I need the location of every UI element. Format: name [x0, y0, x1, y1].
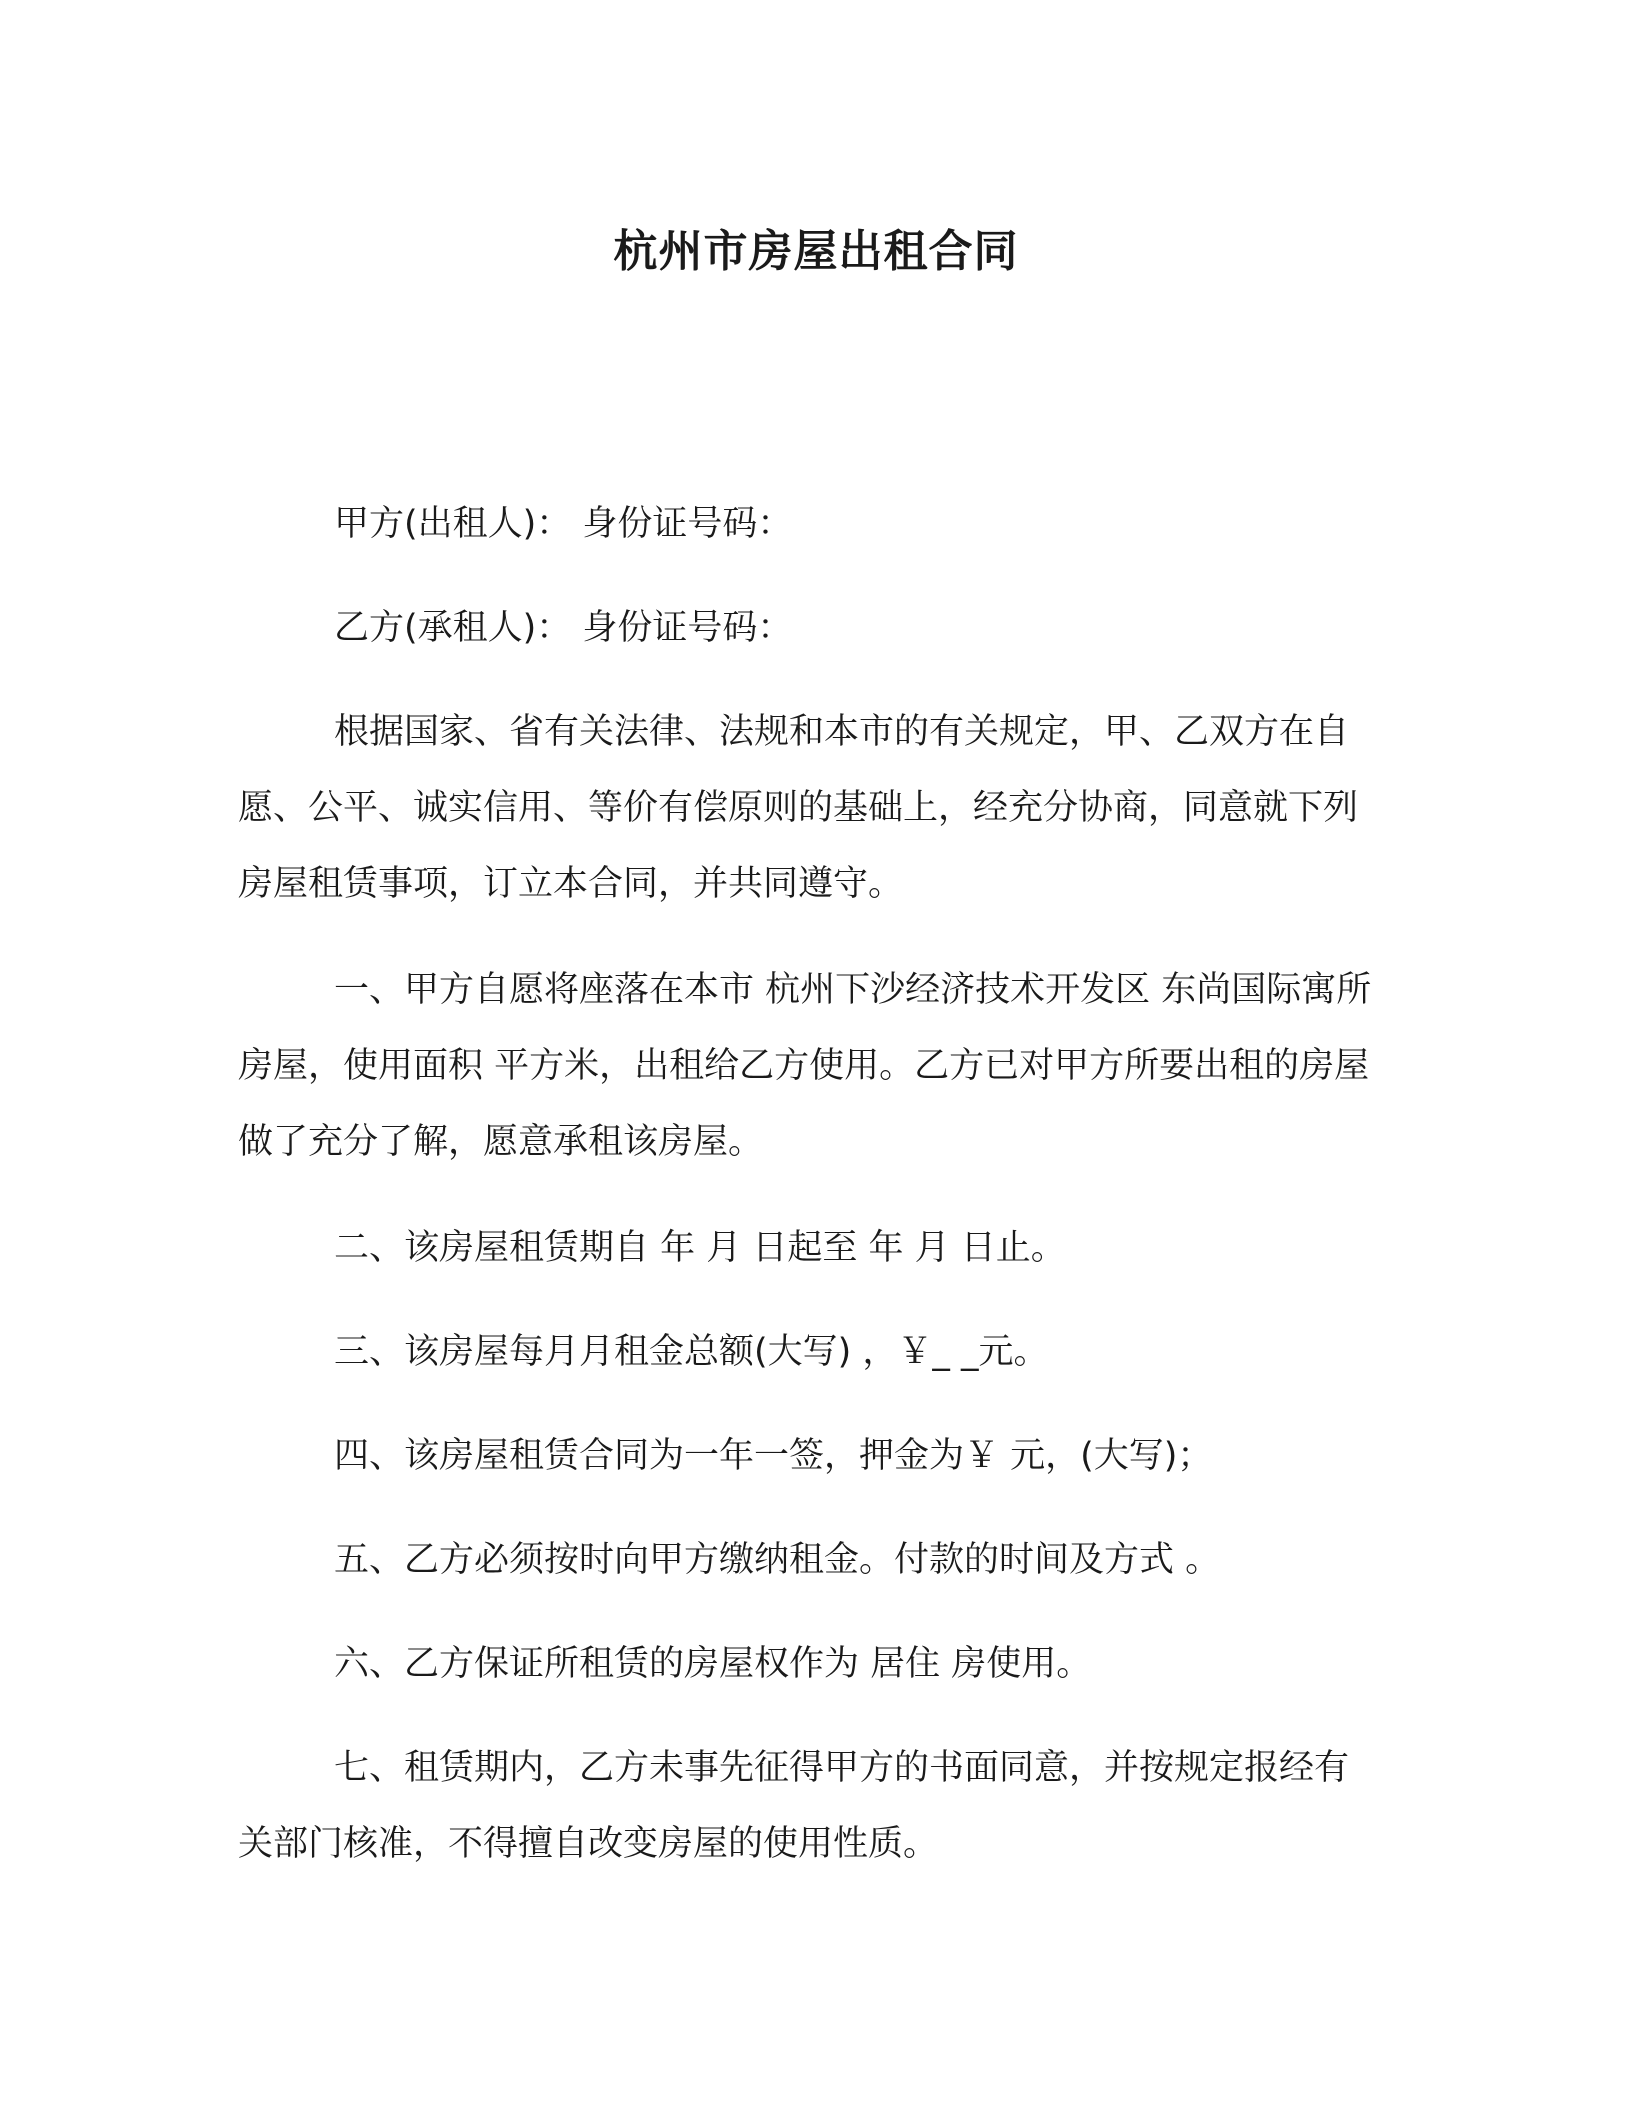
clause-1: 一、甲方自愿将座落在本市 杭州下沙经济技术开发区 东尚国际寓所 房屋，使用面积 平方米，出租给乙方使用。乙方已对甲方所要出租的房屋做了充分了解，愿意承租该房屋。 — [238, 970, 1372, 1162]
clause-4: 四、该房屋租赁合同为一年一签，押金为￥ 元，(大写)； — [334, 1436, 1213, 1476]
preamble-paragraph: 根据国家、省有关法律、法规和本市的有关规定，甲、乙双方在自愿、公平、诚实信用、等价有偿原则的基础上，经充分协商，同意就下列房屋租赁事项，订立本合同，并共同遵守。 — [238, 712, 1359, 904]
clause-7: 七、租赁期内，乙方未事先征得甲方的书面同意，并按规定报经有关部门核准，不得擅自改变房屋的使用性质。 — [238, 1748, 1350, 1864]
clause-6: 六、乙方保证所租赁的房屋权作为 居住 房使用。 — [334, 1644, 1092, 1684]
document-title: 杭州市房屋出租合同 — [613, 226, 1019, 277]
clause-5: 五、乙方必须按时向甲方缴纳租金。付款的时间及方式 。 — [334, 1540, 1221, 1580]
clause-3: 三、该房屋每月月租金总额(大写) ，￥_ _元。 — [334, 1332, 1049, 1372]
document-body — [238, 0, 1378, 2112]
party-a-line: 甲方(出租人)： 身份证号码： — [334, 504, 793, 544]
clause-2: 二、该房屋租赁期自 年 月 日起至 年 月 日止。 — [334, 1228, 1066, 1268]
party-b-line: 乙方(承租人)： 身份证号码： — [334, 608, 793, 648]
